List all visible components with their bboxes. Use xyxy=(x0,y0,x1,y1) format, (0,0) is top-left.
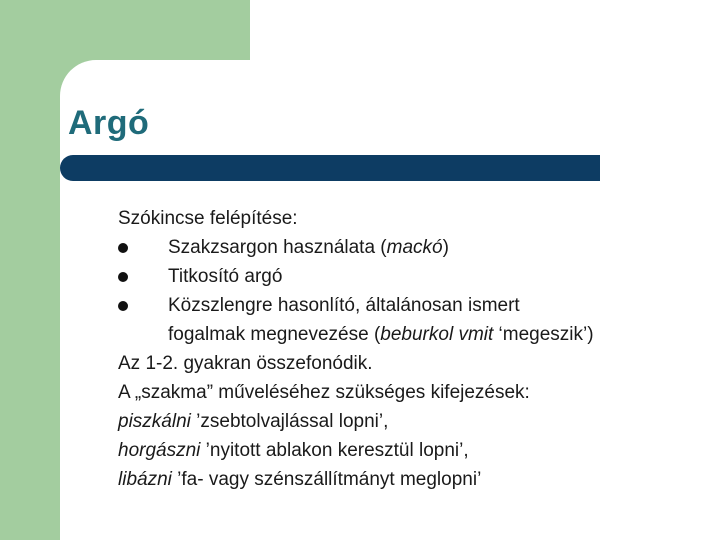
title-underline-bar xyxy=(60,155,600,181)
slide-title: Argó xyxy=(68,104,150,142)
bullet-item: Közszlengre hasonlító, általánosan ismert xyxy=(118,291,708,320)
paragraph: A „szakma” műveléséhez szükséges kifejezések: xyxy=(118,382,530,403)
bullet-icon xyxy=(118,272,128,282)
example-line: horgászni ’nyitott ablakon keresztül lopni’, xyxy=(118,440,469,461)
bullet-item: Titkosító argó xyxy=(118,262,708,291)
body-heading: Szókincse felépítése: xyxy=(118,208,298,229)
bullet-continuation: fogalmak megnevezése (beburkol vmit ‘megeszik’) xyxy=(168,324,594,345)
bullet-icon xyxy=(118,301,128,311)
paragraph: Az 1-2. gyakran összefonódik. xyxy=(118,353,373,374)
example-line: libázni ’fa- vagy szénszállítmányt meglopni’ xyxy=(118,469,482,490)
example-line: piszkálni ’zsebtolvajlással lopni’, xyxy=(118,411,389,432)
slide-body xyxy=(118,204,708,494)
bullet-item: Szakzsargon használata (mackó) xyxy=(118,233,708,262)
bullet-icon xyxy=(118,243,128,253)
